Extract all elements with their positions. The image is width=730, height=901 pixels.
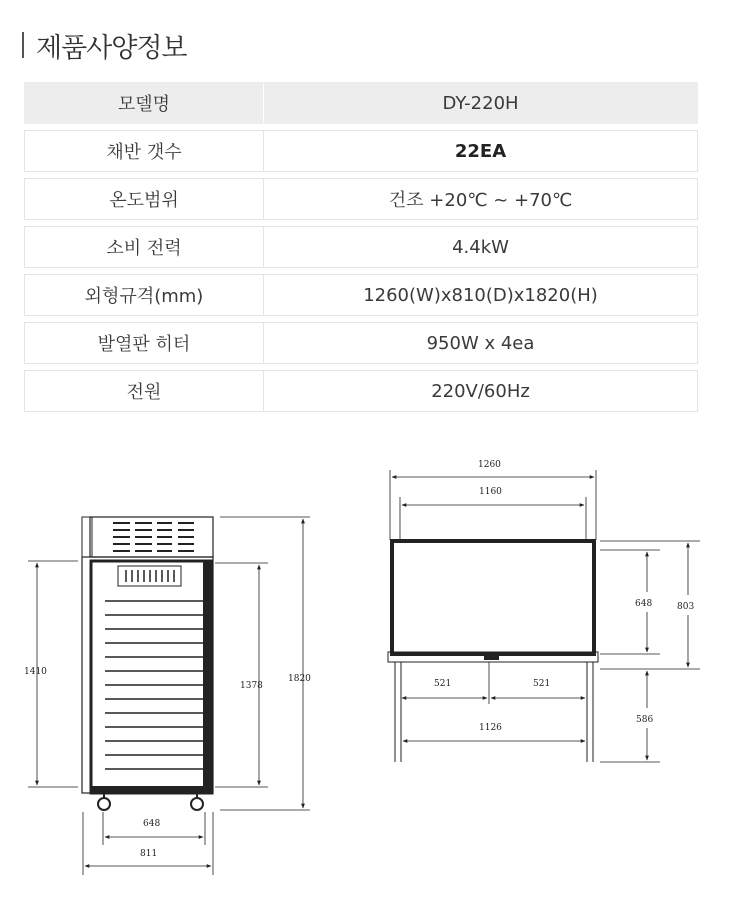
dim-inner-width: 648: [143, 819, 161, 829]
spec-value: 220V/60Hz: [431, 380, 530, 402]
spec-value: 950W x 4ea: [426, 332, 535, 354]
spec-value: DY-220H: [442, 92, 519, 114]
top-view-drawing: [388, 470, 700, 762]
dim-inner-width-top: 1160: [479, 487, 502, 497]
spec-value: 22EA: [454, 140, 507, 162]
dim-inner-height: 1378: [240, 681, 263, 691]
dim-bottom-width: 1126: [479, 723, 502, 733]
vent-grille: [113, 523, 194, 551]
dim-total-width: 811: [140, 849, 158, 859]
dim-right-half: 521: [533, 679, 551, 689]
front-view-drawing: [28, 517, 310, 875]
spec-label: 외형규격(mm): [25, 275, 264, 315]
spec-value: 4.4kW: [452, 236, 509, 258]
dim-left-height: 1410: [24, 667, 47, 677]
dim-outer-width: 1260: [478, 460, 501, 470]
spec-value: 1260(W)x810(D)x1820(H): [363, 284, 598, 306]
tray-rack: [105, 601, 203, 769]
spec-label: 소비 전력: [25, 227, 264, 267]
spec-label: 발열판 히터: [25, 323, 264, 363]
spec-label: 온도범위: [25, 179, 264, 219]
spec-value: 건조 +20℃ ~ +70℃: [388, 190, 573, 211]
spec-label: 모델명: [25, 83, 264, 123]
spec-label: 전원: [25, 371, 264, 411]
dim-outer-height: 803: [677, 602, 695, 612]
dim-inner-height-top: 648: [635, 599, 653, 609]
page-title: 제품사양정보: [36, 32, 187, 64]
dim-leg-height: 586: [636, 715, 654, 725]
dim-left-half: 521: [434, 679, 452, 689]
spec-label: 채반 갯수: [25, 131, 264, 171]
dim-total-height: 1820: [288, 674, 311, 684]
